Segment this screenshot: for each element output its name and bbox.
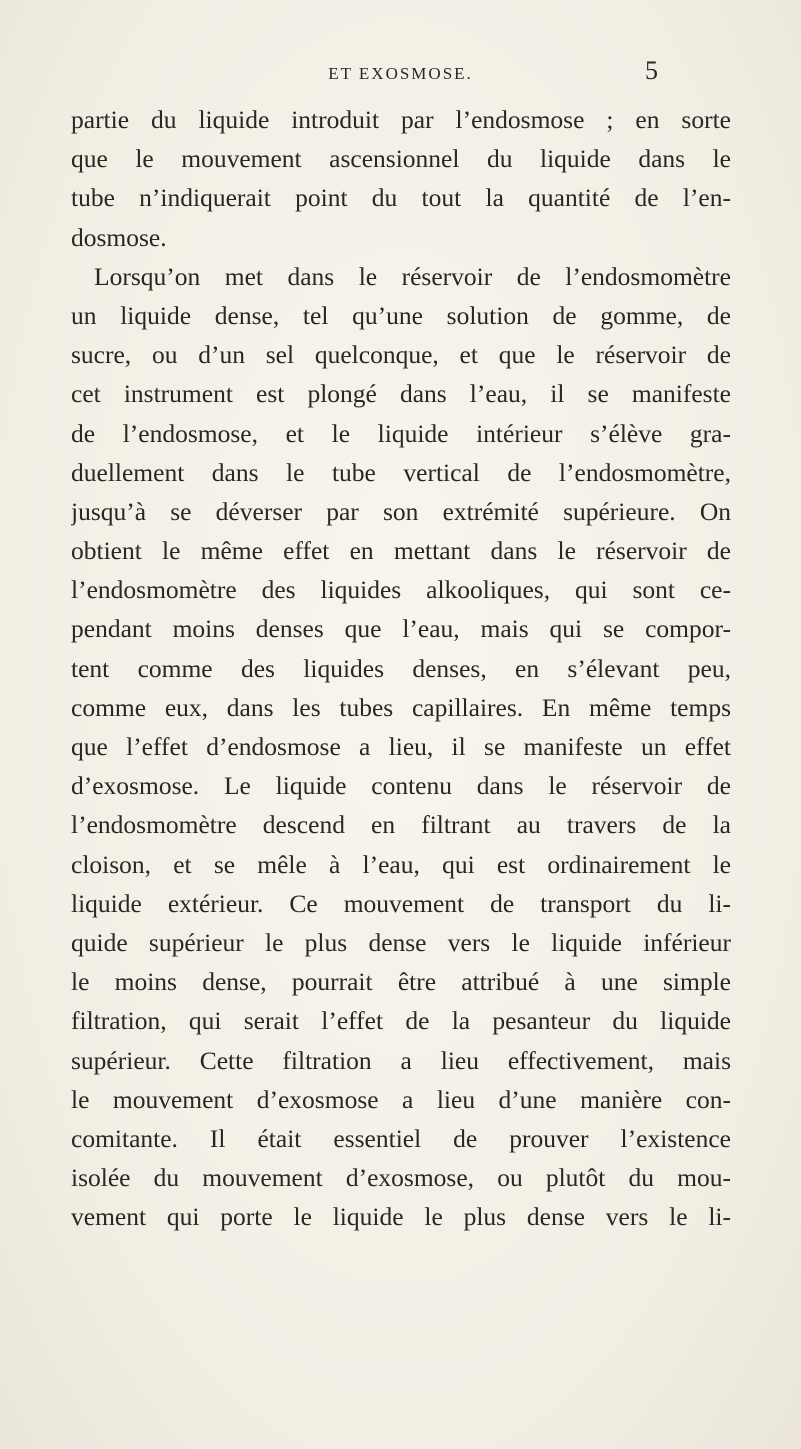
text-line: cloison, et se mêle à l’eau, qui est ordinairement le: [71, 849, 731, 879]
text-line: que l’effet d’endosmose a lieu, il se manifeste un effet: [71, 732, 731, 761]
text-line: jusqu’à se déverser par son extrémité supérieure. On: [71, 496, 731, 526]
text-line: l’endosmomètre des liquides alkooliques, qui sont ce-: [71, 575, 731, 605]
text-line: l’endosmomètre descend en filtrant au travers de la: [71, 810, 731, 840]
text-line: comitante. Il était essentiel de prouver l’existence: [71, 1123, 731, 1153]
text-line: sucre, ou d’un sel quelconque, et que le réservoir de: [71, 340, 731, 370]
text-line: liquide extérieur. Ce mouvement de transport du li-: [71, 888, 731, 918]
page-number: 5: [645, 56, 658, 85]
text-line: isolée du mouvement d’exosmose, ou plutôt du mou-: [71, 1163, 731, 1193]
text-line: vement qui porte le liquide le plus dense vers le li-: [71, 1202, 731, 1232]
text-line: tent comme des liquides denses, en s’élevant peu,: [71, 653, 731, 683]
text-line: un liquide dense, tel qu’une solution de gomme, de: [71, 300, 731, 330]
text-line: obtient le même effet en mettant dans le réservoir de: [71, 536, 731, 566]
text-line: pendant moins denses que l’eau, mais qui se compor-: [71, 614, 731, 644]
text-line: Lorsqu’on met dans le réservoir de l’endosmomètre: [94, 261, 731, 291]
text-line: tube n’indiquerait point du tout la quantité de l’en-: [71, 183, 731, 213]
running-head: [0, 56, 801, 90]
text-line: dosmose.: [71, 222, 167, 252]
text-line: le mouvement d’exosmose a lieu d’une manière con-: [71, 1084, 731, 1114]
body-text: [71, 100, 731, 1236]
text-line: duellement dans le tube vertical de l’endosmomètre,: [71, 457, 731, 487]
text-line: de l’endosmose, et le liquide intérieur s’élève gra-: [71, 418, 731, 448]
text-line: que le mouvement ascensionnel du liquide dans le: [71, 144, 731, 174]
text-line: supérieur. Cette filtration a lieu effectivement, mais: [71, 1045, 731, 1075]
text-line: partie du liquide introduit par l’endosmose ; en sorte: [71, 105, 731, 134]
text-line: filtration, qui serait l’effet de la pesanteur du liquide: [71, 1006, 731, 1036]
text-line: d’exosmose. Le liquide contenu dans le réservoir de: [71, 771, 731, 801]
text-line: comme eux, dans les tubes capillaires. En même temps: [71, 692, 731, 722]
text-line: le moins dense, pourrait être attribué à une simple: [71, 967, 731, 997]
text-line: cet instrument est plongé dans l’eau, il se manifeste: [71, 379, 731, 409]
running-head-title: ET EXOSMOSE.: [328, 64, 473, 83]
text-line: quide supérieur le plus dense vers le liquide inférieur: [71, 927, 731, 957]
